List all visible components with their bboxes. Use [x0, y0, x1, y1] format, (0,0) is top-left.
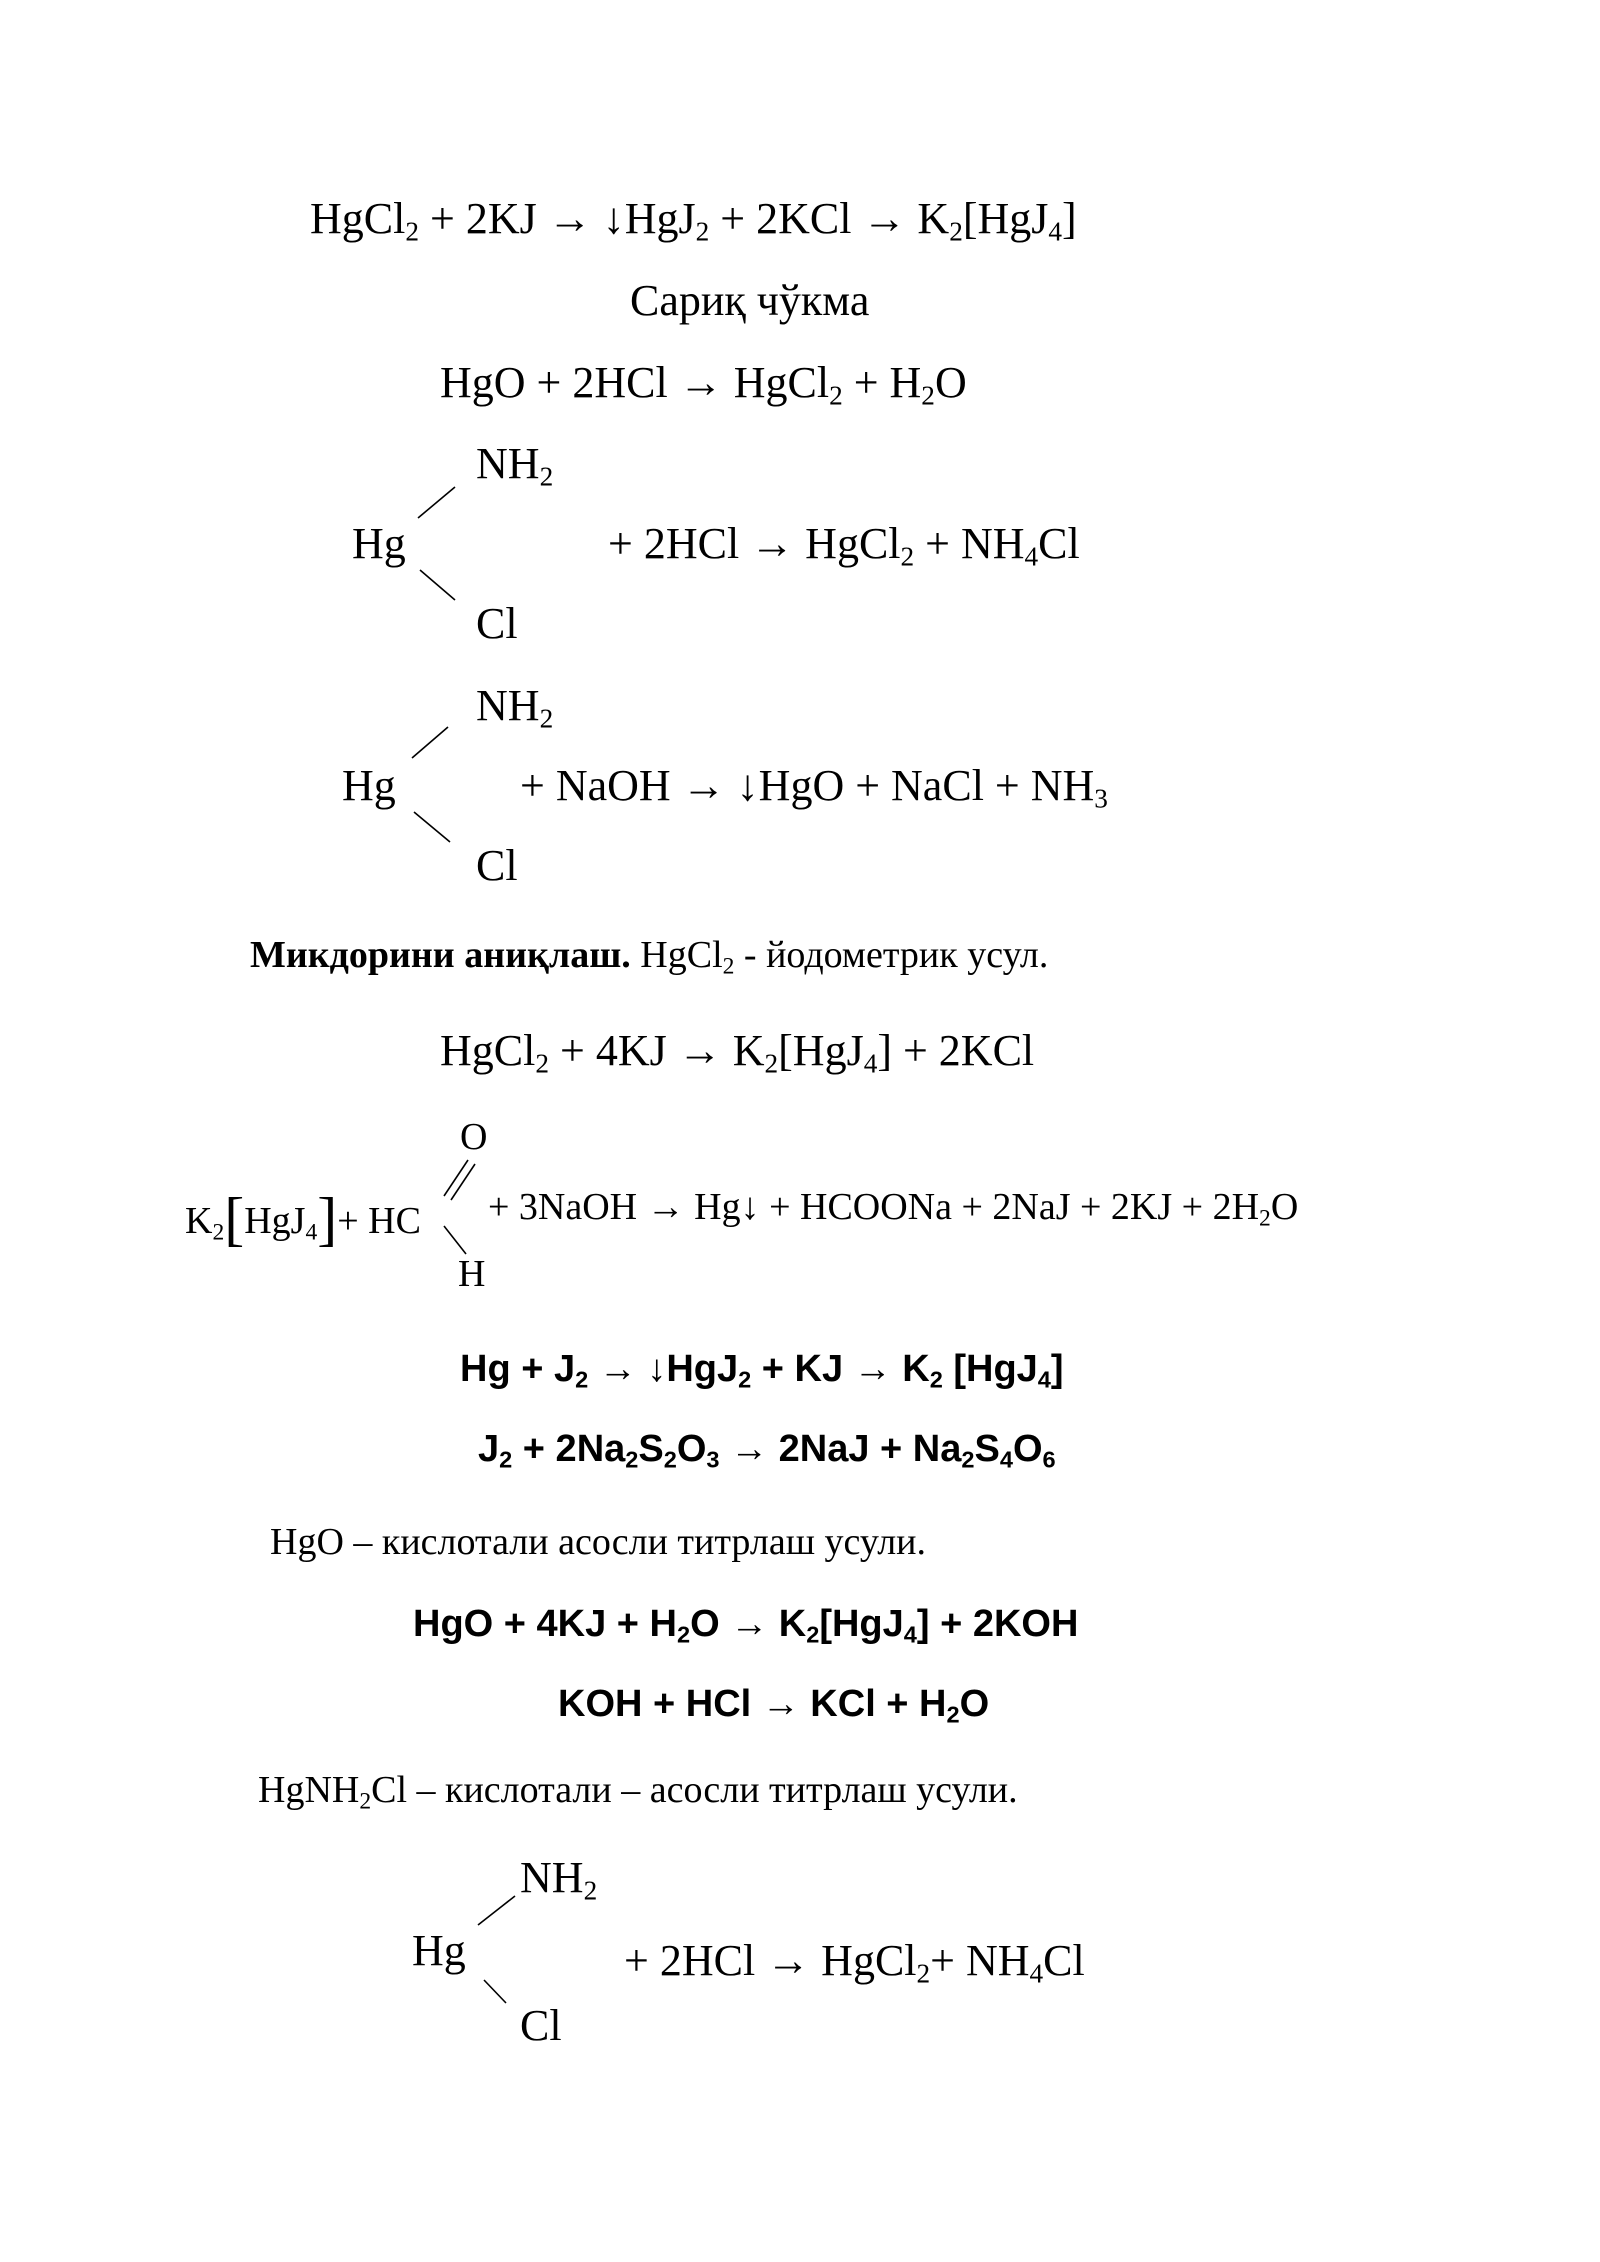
- bond-line: [444, 1226, 466, 1254]
- struct3-nh2: $NH_2$: [520, 1853, 598, 1906]
- eq4-hydrogen: H: [458, 1253, 486, 1295]
- bond-line: [418, 487, 455, 518]
- bond-line: [420, 570, 455, 600]
- struct2-nh2: $NH_2$: [476, 681, 554, 734]
- eq4-right: + 3NaOH → Hg↓ + HCOONa + $2NaJ + 2KJ + 2H_2O$: [488, 1186, 1299, 1232]
- struct3-cl: Cl: [520, 2001, 562, 2050]
- struct3-reaction: + 2HCl → HgCl$_2$+ $NH_4Cl$: [624, 1936, 1085, 1989]
- section-heading: Микдорини аниқлаш. HgCl$_2$ - йодометрик усул.: [250, 934, 1049, 980]
- equation-3: HgCl$_2$ + $4KJ \to K_2[HgJ_4] + 2KCl$: [440, 1026, 1035, 1079]
- hgnh2cl-method-text: HgNH$_2$Cl – кислотали – асосли титрлаш усули.: [258, 1769, 1018, 1815]
- hgo-method-text: HgO – кислотали асосли титрлаш усули.: [270, 1521, 927, 1563]
- bond-line: [412, 727, 448, 758]
- equation-1: HgCl$_2$ + 2KJ → ↓HgJ$_2$ + $2KCl \to K_2[HgJ_4]$: [310, 194, 1077, 247]
- equation-8: KOH + HCl → KCl + $H_2O$: [558, 1683, 990, 1728]
- bond-line: [414, 812, 450, 842]
- struct2-cl: Cl: [476, 841, 518, 890]
- eq4-oxygen: O: [460, 1116, 488, 1158]
- precipitate-note: Сариқ чўкма: [630, 276, 870, 325]
- struct2-reaction: + NaOH → ↓HgO + NaCl + $NH_3$: [520, 761, 1108, 814]
- equation-6: $J_2 + 2Na_2S_2O_3 \to 2NaJ + Na_2S_4O_6$: [478, 1428, 1056, 1473]
- struct3-hg: Hg: [412, 1926, 466, 1975]
- equation-5: $Hg + J_2$ → ↓HgJ$_2$ + KJ → $K_2$ [HgJ$_4$]: [460, 1348, 1064, 1393]
- bond-line: [444, 1160, 468, 1196]
- equation-7: HgO + $4KJ + H_2O \to K_2[HgJ_4] + 2KOH$: [413, 1603, 1079, 1648]
- struct1-reaction: + 2HCl → HgCl$_2$ + $NH_4Cl$: [608, 519, 1080, 572]
- equation-2: HgO + 2HCl → HgCl$_2$ + $H_2O$: [440, 358, 967, 411]
- struct2-hg: Hg: [342, 761, 396, 810]
- bond-line: [451, 1164, 475, 1200]
- struct1-cl: Cl: [476, 599, 518, 648]
- struct1-nh2: $NH_2$: [476, 439, 554, 492]
- eq4-left: $K_2[HgJ_4]+$ HC: [185, 1186, 421, 1252]
- bond-line: [478, 1896, 515, 1925]
- bond-line: [484, 1980, 506, 2003]
- struct1-hg: Hg: [352, 519, 406, 568]
